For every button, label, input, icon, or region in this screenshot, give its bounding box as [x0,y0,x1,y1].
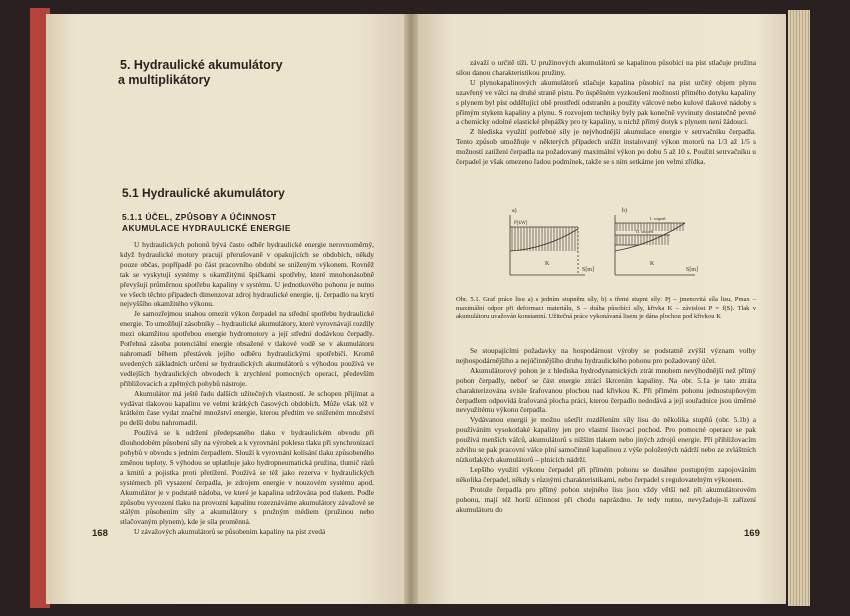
subsection-line-1: 5.1.1 ÚČEL, ZPŮSOBY A ÚČINNOST [122,212,277,222]
y-label-a: P[kW] [514,221,528,226]
k-label-a: K [545,261,550,267]
chapter-title-line-2: a multiplikátory [118,73,211,87]
stage-2-label: II. stupeň [636,229,653,234]
right-body-text-top [456,58,756,167]
paragraph: Akumulátor má ještě řadu dalších užitečných vlastností. Je schopen přijímat a vydávat tlakovou kapalinu ve velmi krátkých časových obdobích. Může však též v krátkém čase vydat značné množství energie, kterou předtím ve sníženém množství po delší dobu nahromadil. [120,388,374,428]
paragraph: U plynokapalinových akumulátorů stlačuje kapalina působící na píst určitý objem plynu uzavřený ve válci na druhé straně pístu. Po úspěšném vyzkoušení možnosti přímého dotyku kapaliny s plynem byl píst oddělující obě prostředí odstraněn a použity válcové nebo kulové tlakové nádoby s přímým stykem kapaliny a plynu. S rozvojem techniky byly pak konečně vyvinuty dostatečně pevné a chemicky odolné elastické přepážky pro ty kapaliny, u nichž přímý dotyk s plynem není žádoucí. [456,77,756,127]
section-heading: 5.1 Hydraulické akumulátory [122,186,285,200]
page-number-right: 169 [744,528,760,539]
paragraph: Používá se k udržení předepsaného tlaku v hydraulickém obvodu při dlouhodobém působení síly na výrobek a k vyrovnání poklesu tlaku při synchronizaci pohybů v obvodu s jedním čerpadlem. Slouží k vyrovnání kolísání tlaku způsobeného změnou teploty. S výhodou se uplatňuje jako hydropneumatická pružina, tlumič rázů a kmitů a pojistka proti přetížení. Používá se též jako rezerva v hydraulických systémech při vysazení čerpadla, je zdrojem energie v nouzovém systému apod. Akumulátor je v podstatě nádoba, ve které je kapalina udržována pod tlakem. Podle způsobu vyvození tlaku na provozní kapalinu rozeznáváme akumulátory závažové se stálým působením síly a akumulátory s pružným médiem (pružinou nebo stlačovaným plynem), kde je síla proměnná. [120,428,374,527]
paragraph: Protože čerpadla pro přímý pohon stejného lisu jsou vždy větší než při akumulátorovém pohonu, mají též horší účinnost při chodu naprázdno. Je tedy nutno, nevyžaduje-li zařízení akumulátoru do [456,484,756,514]
figure-5-1 [490,205,720,293]
chapter-title [120,58,283,88]
paragraph: Se stoupajícími požadavky na hospodárnost výroby se podstatně zvýšil význam volby nejhospodárnějšího a nejúčinnějšího druhu hydraulického pohonu pro požadovaný účel. [456,346,756,365]
paragraph: U hydraulických pohonů bývá často odběr hydraulické energie nerovnoměrný, když hydraulické motory pracují přerušovaně v opakujících se obdobích, někdy pouze občas, popřípadě po část pracovního období se sníženým výkonem. Rovněž tak se vyskytují systémy s okamžitými špičkami spotřeby, které mnohonásobně převyšují průměrnou spotřebu kapaliny v systému. U jednotkového pohonu je nutno ve všech těchto případech dimenzovat zdroj hydraulické energie, tj. čerpadlo na krytí nejvyššího okamžitého výkonu. [120,240,374,309]
page-stack-edge [788,10,810,606]
left-body-text [120,240,374,537]
figure-caption: Obr. 5.1. Graf práce lisu a) s jedním stupněm síly, b) s třemi stupni síly: Pj – jmenovitá síla lisu, Pmax – maximální odpor při deformaci materiálu, S – dráha působící síly, křivka K – závislost P = f(S). Tlak v akumulátoru uvažován konstantní. Užitečná práce vykonávaná lisem je dána plochou pod křivkou K [456,296,756,321]
figure-label-a: a) [512,208,517,214]
paragraph: U závažových akumulátorů se působením kapaliny na píst zvedá [134,527,326,537]
paragraph: závaží o určitě tíži. U pružinových akumulátorů se kapalinou působící na píst stlačuje pružina silou danou charakteristikou pružiny. [456,58,756,77]
paragraph: Je samozřejmou snahou omezit výkon čerpadel na střední spotřebu hydraulické energie. To umožňují zásobníky – hydraulické akumulátory, které vyrovnávají rozdíly mezi okamžitou spotřebou energie hydromotory a její střední dodávkou čerpadly. Potřebná zásoba potenciální energie obsažené v tlakové vodě se v akumulátoru nahromadí během přestávek jejího odběru hydraulickými spotřebiči. Kromě uvedených základních určení se hydraulických akumulátorů s výhodou používá ve vedlejších hydraulických obvodech k zrychlení pomocných operací, především přibližovacích a zpětných pohybů nástroje. [120,309,374,388]
paragraph: Lepšího využití výkonu čerpadel při přímém pohonu se dosáhne postupným zapojováním několika čerpadel, někdy s různými charakteristikami, nebo čerpadel s regulovatelným výkonem. [456,464,756,484]
paragraph: Akumulátorový pohon je z hlediska hydrodynamických ztrát mnohem nevýhodnější než přímý pohon čerpadly, neboť se část energie ztrácí škrcením kapaliny. Na obr. 5.1a je tato ztráta charakterizována svisle šrafovanou plochou nad křivkou K. Při přímém pohonu jednostupňovým čerpadlem odpovídá šrafovaná plocha práci, kterou čerpadlo nedodává a její souřadnice jsou úměrné nevyužitému výkonu čerpadla. [456,365,756,415]
subsection-line-2: AKUMULACE HYDRAULICKÉ ENERGIE [122,223,291,233]
k-label-b: K [650,261,655,267]
right-body-text-bottom [456,346,756,514]
hatched-area-a [510,227,578,251]
book-gutter [404,14,418,604]
page-number-left: 168 [92,528,108,539]
x-label-a: S[m] [582,267,594,273]
paragraph: Vydávanou energii je možno ušetřit rozdělením síly lisu do několika stupňů (obr. 5.1b) a používáním vysokotlaké kapaliny jen pro vlastní lisovací pochod. Pro pomocné operace se pak používá menších válců, akumulátorů s nižším tlakem nebo jiných zdrojů energie. Při přibližovacím zdvihu se pak pracovní válce plní samočinně kapalinou z výše položených nádrží nebo ze zvláštních nízkotlakých akumulátorů – plnicích nádrží. [456,415,756,464]
subsection-heading [122,212,372,234]
paragraph: Z hlediska využití potřebné síly je nejvhodnější akumulace energie v setrvačníku čerpadla. Tento způsob umožňuje v některých případech snížit instalovaný výkon motorů na 1/3 až 1/5 s možností zatížení čerpadla na požadovaný maximální výkon po dobu 5 až 10 s. Použití setrvačníku u čerpadel je však omezeno řadou podmínek, takže se s ním setkáme jen velmi zřídka. [456,127,756,167]
stage-1-label: I. stupeň [650,216,666,221]
chapter-title-line-1: 5. Hydraulické akumulátory [120,58,283,72]
figure-label-b: b) [622,208,627,214]
x-label-b: S[m] [686,267,698,273]
